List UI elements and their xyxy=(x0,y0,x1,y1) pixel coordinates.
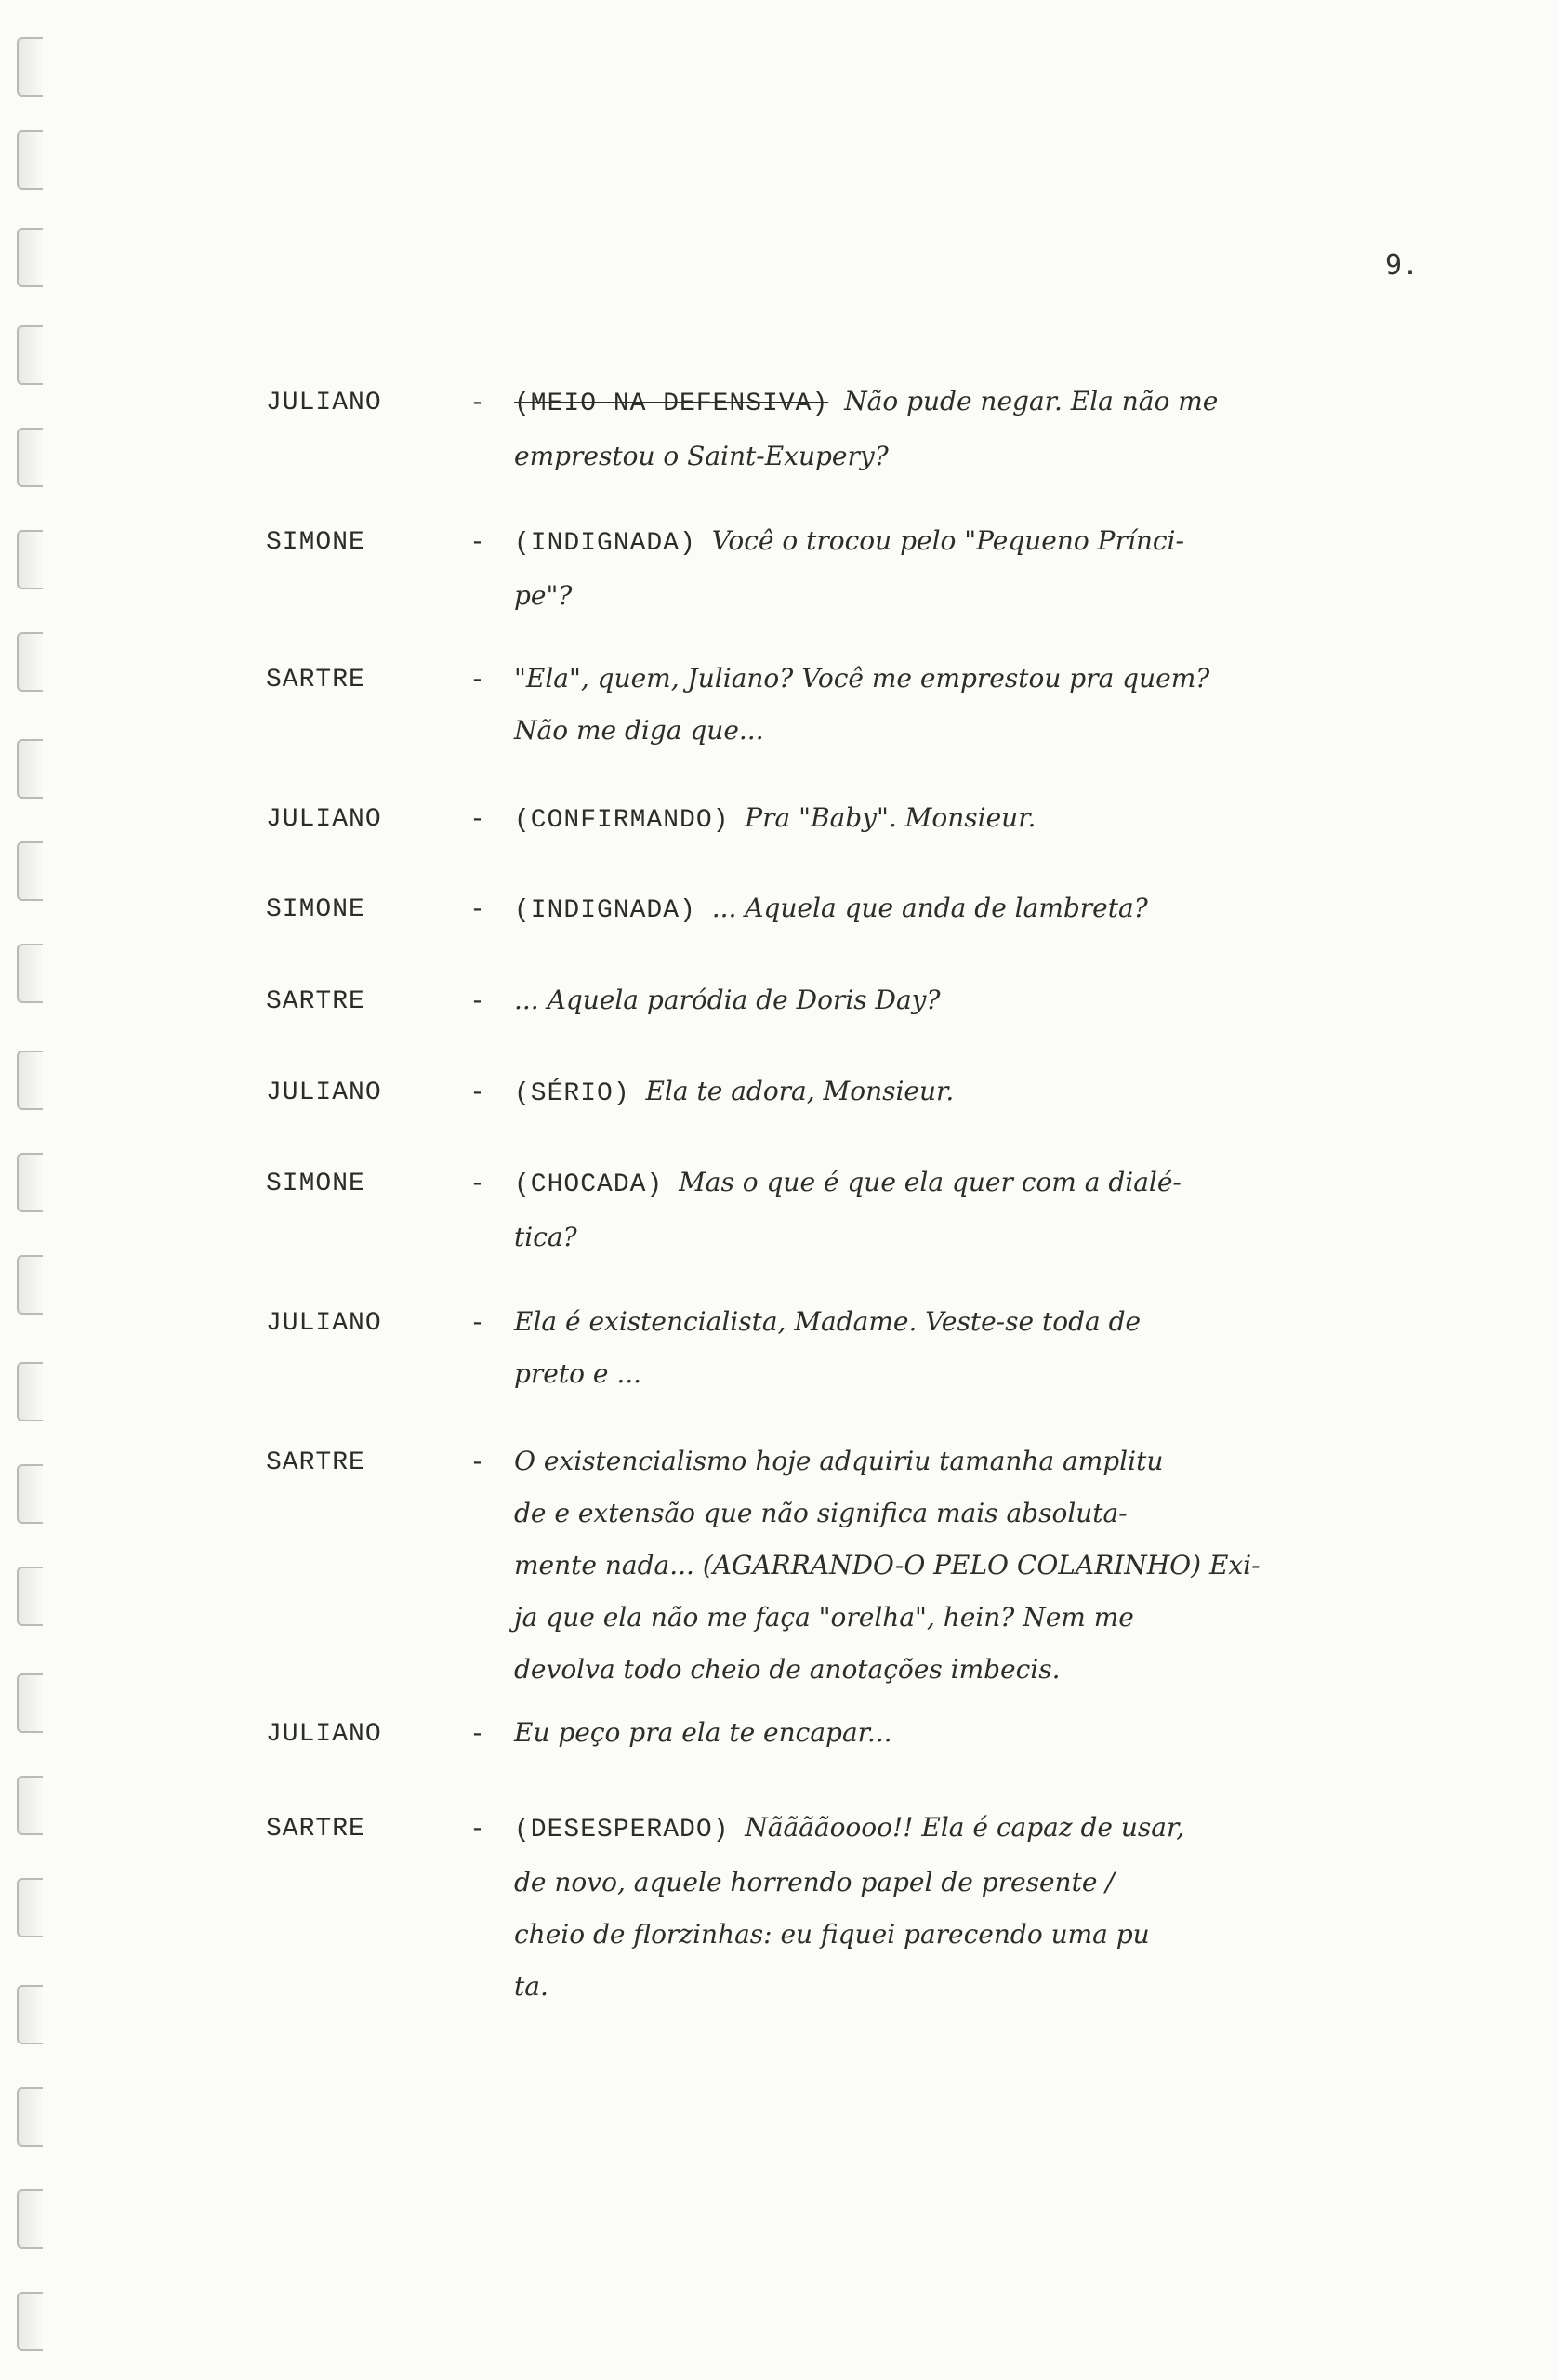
binding-ring xyxy=(17,1776,43,1835)
dialogue-line: - (SÉRIO) Ela te adora, Monsieur. xyxy=(469,1076,955,1108)
dialogue-continuation: tica? xyxy=(514,1222,577,1252)
binding-ring xyxy=(17,841,43,901)
dialogue-continuation: ja que ela não me faça "orelha", hein? Nem me xyxy=(514,1602,1134,1633)
stage-direction: (CHOCADA) xyxy=(514,1170,664,1199)
binding-ring xyxy=(17,428,43,487)
dialogue-continuation: ta. xyxy=(514,1971,548,2002)
binding-ring xyxy=(17,228,43,287)
dialogue-continuation: de e extensão que não significa mais absoluta- xyxy=(514,1498,1128,1528)
dialogue-line: - Eu peço pra ela te encapar... xyxy=(469,1717,892,1748)
stage-direction: (INDIGNADA) xyxy=(514,529,696,558)
dialogue-text: Você o trocou pelo "Pequeno Prínci- xyxy=(711,525,1184,556)
dialogue-continuation: mente nada... (AGARRANDO-O PELO COLARINHO) Exi- xyxy=(514,1550,1261,1580)
binding-ring xyxy=(17,1051,43,1110)
dialogue-text: Ela te adora, Monsieur. xyxy=(645,1076,955,1106)
dialogue-line: - (DESESPERADO) Nããããoooo!! Ela é capaz de usar, de novo, aquele horrendo papel de presente / cheio de florzinhas: eu fiquei parecendo uma pu ta. xyxy=(469,1802,1399,2013)
binding-ring xyxy=(17,632,43,692)
spiral-binding xyxy=(0,0,65,2380)
page-number: 9. xyxy=(1385,249,1419,282)
binding-ring xyxy=(17,130,43,190)
dialogue-text: O existencialismo hoje adquiriu tamanha amplitu xyxy=(514,1446,1164,1476)
dialogue-text: Ela é existencialista, Madame. Veste-se toda de xyxy=(514,1306,1142,1337)
speaker-name: SIMONE xyxy=(266,895,365,924)
binding-ring xyxy=(17,739,43,799)
stage-direction: (DESESPERADO) xyxy=(514,1816,730,1844)
binding-ring xyxy=(17,1673,43,1733)
binding-ring xyxy=(17,2189,43,2249)
speaker-name: SARTRE xyxy=(266,1815,365,1844)
binding-ring xyxy=(17,1985,43,2044)
dialogue-continuation: Não me diga que... xyxy=(514,715,764,746)
speaker-name: JULIANO xyxy=(266,1309,382,1338)
dialogue-line: - O existencialismo hoje adquiriu tamanha amplitu de e extensão que não significa mais absoluta- mente nada... (AGARRANDO-O PELO COLARINHO) Exi- ja que ela não me faça "orelha", hein? Nem me devolva todo cheio de anotações imbecis. xyxy=(469,1435,1399,1696)
dialogue-text: ... Aquela que anda de lambreta? xyxy=(711,892,1148,923)
dialogue-line: - "Ela", quem, Juliano? Você me emprestou pra quem? Não me diga que... xyxy=(469,653,1399,757)
dialogue-text: Pra "Baby". Monsieur. xyxy=(745,802,1036,833)
dialogue-text: "Ela", quem, Juliano? Você me emprestou pra quem? xyxy=(514,663,1210,694)
dialogue-continuation: preto e ... xyxy=(514,1358,642,1389)
dialogue-continuation: devolva todo cheio de anotações imbecis. xyxy=(514,1654,1061,1685)
speaker-name: SIMONE xyxy=(266,1170,365,1198)
dialogue-continuation: emprestou o Saint-Exupery? xyxy=(514,441,889,471)
speaker-name: SARTRE xyxy=(266,666,365,694)
binding-ring xyxy=(17,1567,43,1626)
binding-ring xyxy=(17,1153,43,1212)
speaker-name: JULIANO xyxy=(266,1078,382,1107)
stage-direction: (CONFIRMANDO) xyxy=(514,806,730,835)
dialogue-line: - (CHOCADA) Mas o que é que ela quer com a dialé- tica? xyxy=(469,1157,1399,1263)
dialogue-line: - ... Aquela paródia de Doris Day? xyxy=(469,985,941,1015)
speaker-name: SARTRE xyxy=(266,987,365,1016)
speaker-name: SARTRE xyxy=(266,1448,365,1477)
binding-ring xyxy=(17,944,43,1003)
dialogue-text: Eu peço pra ela te encapar... xyxy=(514,1717,892,1748)
stage-direction: (SÉRIO) xyxy=(514,1079,630,1108)
stage-direction: (MEIO NA DEFENSIVA) xyxy=(514,390,829,418)
stage-direction: (INDIGNADA) xyxy=(514,896,696,925)
speaker-name: SIMONE xyxy=(266,528,365,557)
dialogue-line: - (INDIGNADA) Você o trocou pelo "Pequeno Prínci- pe"? xyxy=(469,515,1399,622)
dialogue-line: - Ela é existencialista, Madame. Veste-se toda de preto e ... xyxy=(469,1296,1399,1400)
binding-ring xyxy=(17,1464,43,1524)
speaker-name: JULIANO xyxy=(266,805,382,834)
dialogue-continuation: pe"? xyxy=(514,580,573,611)
speaker-name: JULIANO xyxy=(266,389,382,417)
binding-ring xyxy=(17,2087,43,2147)
dialogue-text: Nããããoooo!! Ela é capaz de usar, xyxy=(745,1812,1185,1843)
dialogue-line: - (CONFIRMANDO) Pra "Baby". Monsieur. xyxy=(469,802,1036,835)
binding-ring xyxy=(17,2292,43,2351)
binding-ring xyxy=(17,1362,43,1421)
dialogue-text: Não pude negar. Ela não me xyxy=(844,386,1219,416)
binding-ring xyxy=(17,1878,43,1937)
speaker-name: JULIANO xyxy=(266,1720,382,1749)
dialogue-line: - (INDIGNADA) ... Aquela que anda de lambreta? xyxy=(469,892,1148,925)
dialogue-text: ... Aquela paródia de Doris Day? xyxy=(514,985,941,1015)
binding-ring xyxy=(17,530,43,589)
binding-ring xyxy=(17,1255,43,1315)
binding-ring xyxy=(17,325,43,385)
dialogue-text: Mas o que é que ela quer com a dialé- xyxy=(679,1167,1182,1197)
dialogue-continuation: cheio de florzinhas: eu fiquei parecendo uma pu xyxy=(514,1919,1150,1950)
dialogue-line: - (MEIO NA DEFENSIVA) Não pude negar. Ela não me emprestou o Saint-Exupery? xyxy=(469,376,1399,483)
binding-ring xyxy=(17,37,43,97)
dialogue-continuation: de novo, aquele horrendo papel de presente / xyxy=(514,1867,1115,1897)
